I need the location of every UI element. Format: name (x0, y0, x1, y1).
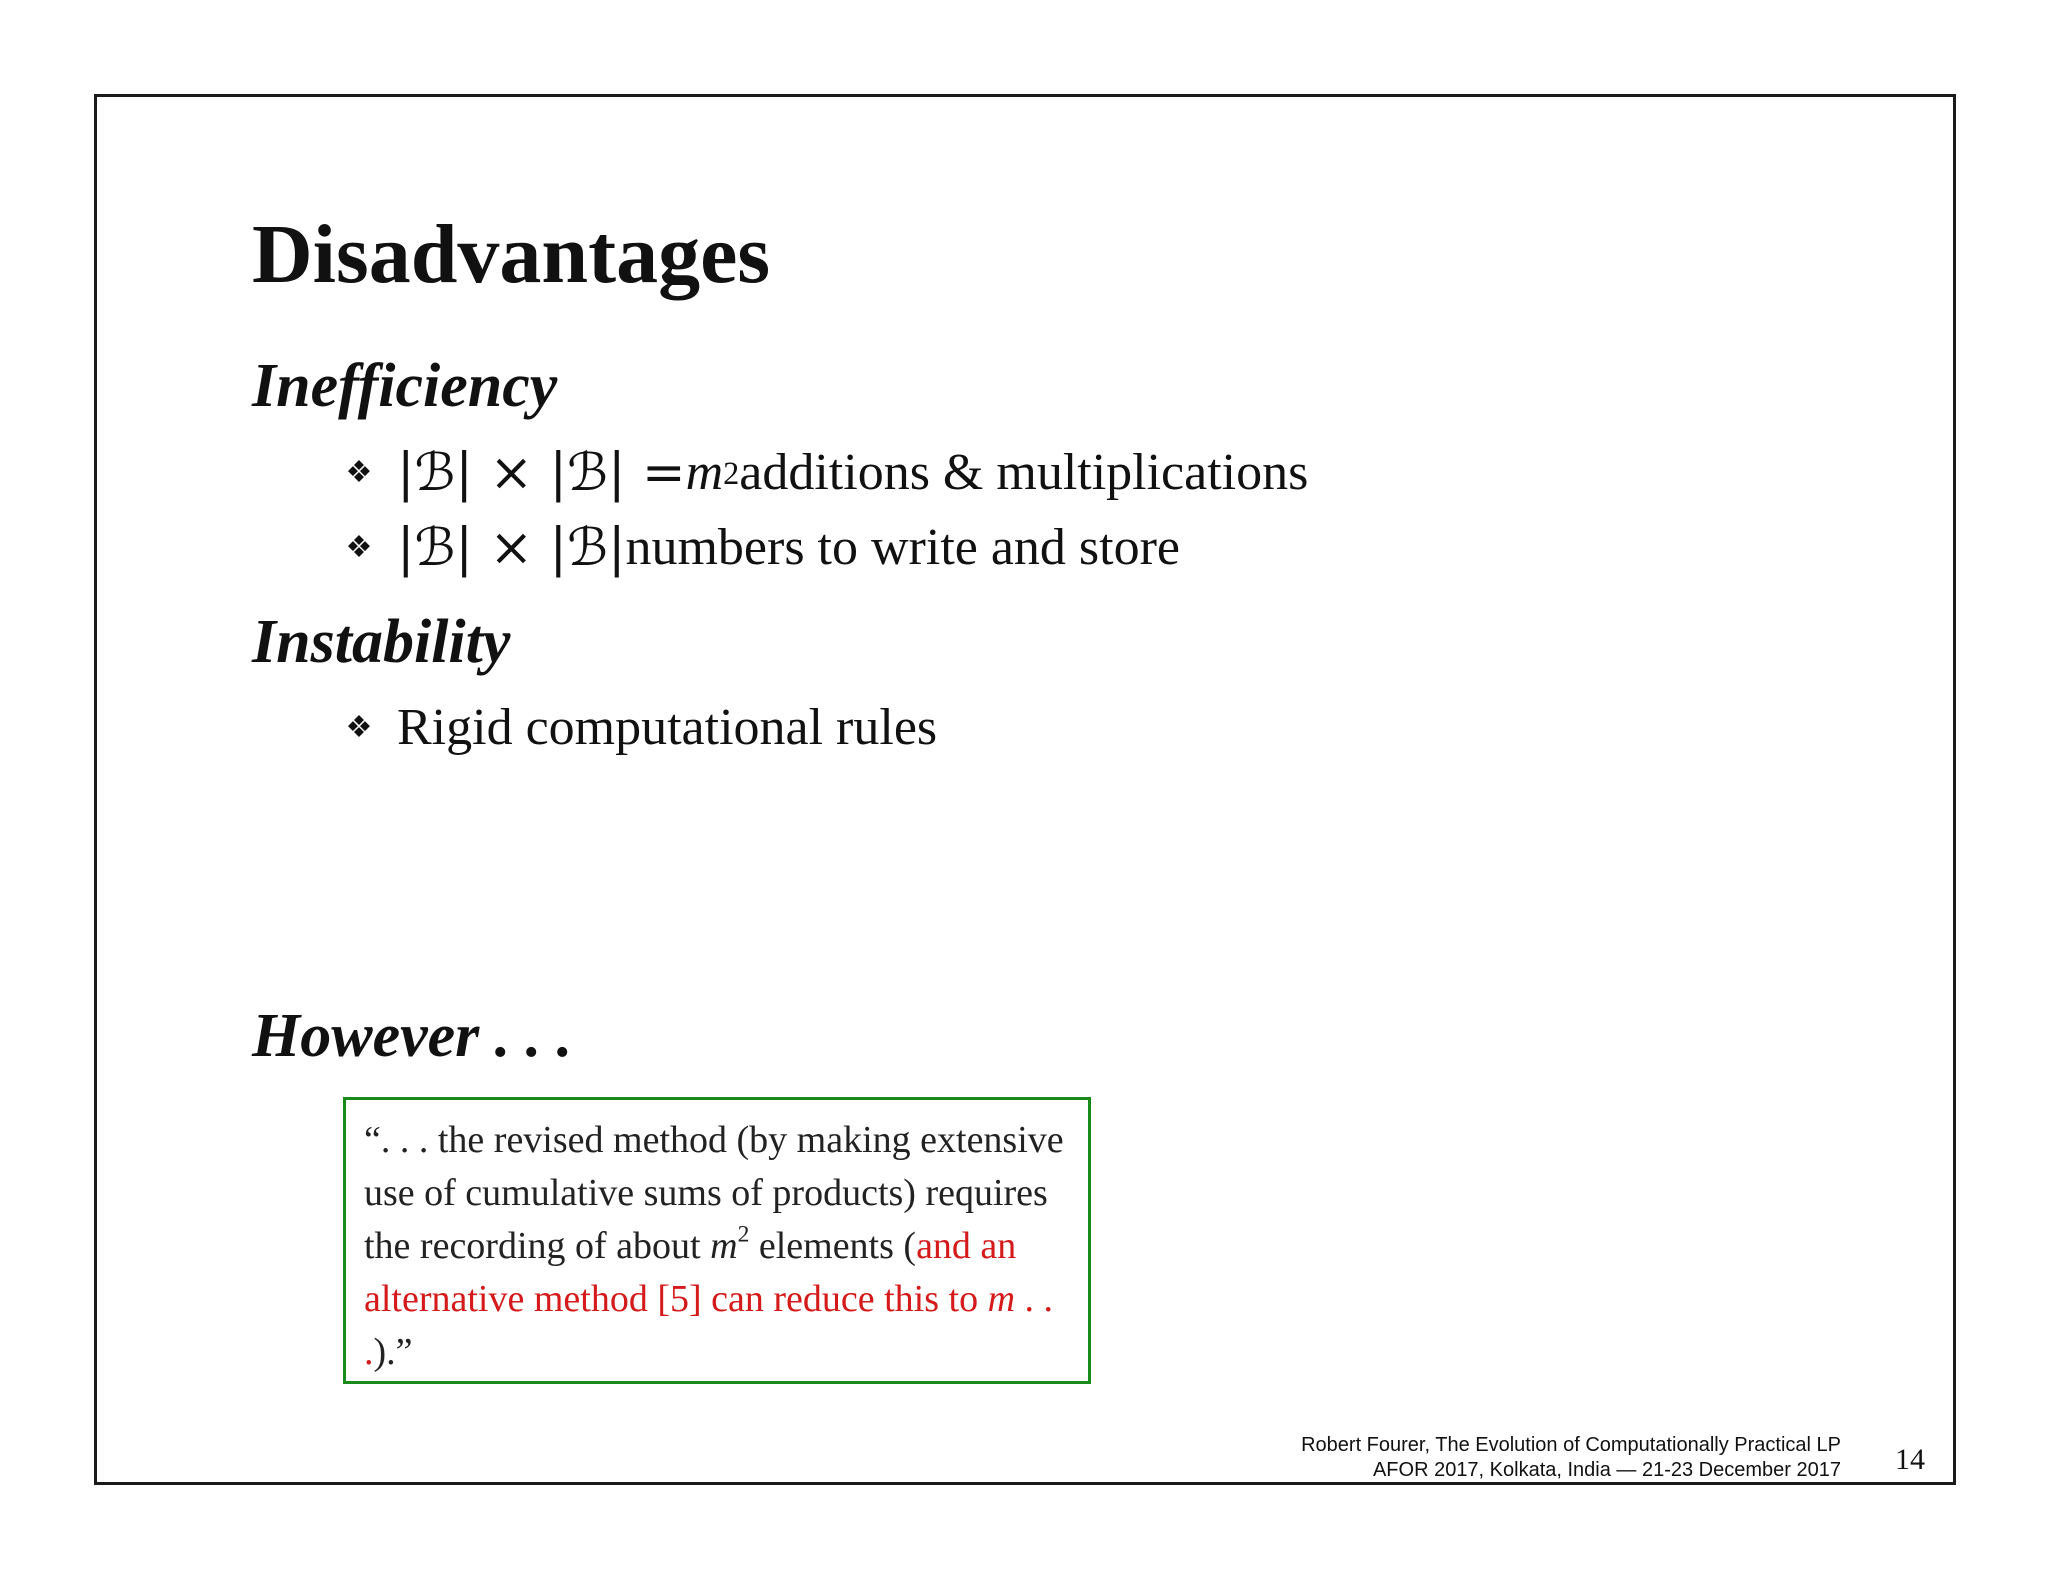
bullet-text: additions & multiplications (739, 444, 1309, 501)
bullet-diamond-icon: ❖ (345, 711, 373, 744)
page-number: 14 (1895, 1443, 1925, 1476)
math-basis-product: |ℬ| × |ℬ| (397, 518, 626, 578)
bullet-text: numbers to write and store (625, 519, 1180, 576)
slide-footer (1301, 1433, 1841, 1483)
quote-highlight: and an alternative method [5] can reduce this to (364, 1225, 1017, 1320)
bullet-item (343, 518, 1180, 578)
quote-text (364, 1114, 1070, 1379)
quote-superscript: 2 (737, 1221, 750, 1248)
quote-box (343, 1097, 1091, 1384)
bullet-item: ❖ |ℬ| × |ℬ| = m 2 additions & multiplications (343, 447, 1308, 499)
bullet-diamond-icon: ❖ (345, 531, 373, 564)
quote-highlight: . . . (364, 1278, 1054, 1373)
footer-line-author: Robert Fourer, The Evolution of Computationally Practical LP (1301, 1434, 1841, 1456)
quote-math-variable: m (710, 1225, 738, 1267)
section-heading-however: However . . . (252, 1002, 573, 1070)
quote-part: elements ( (749, 1225, 917, 1267)
slide (94, 94, 1956, 1485)
math-variable: m (685, 444, 724, 501)
bullet-item (343, 699, 938, 756)
slide-title: Disadvantages (252, 208, 771, 301)
quote-end: ).” (373, 1331, 413, 1373)
footer-line-event: AFOR 2017, Kolkata, India — 21-23 December 2017 (1372, 1459, 1841, 1481)
quote-part: “. . . the revised method (by making extensive use of cumulative sums of products) requires the recording of about (364, 1119, 1064, 1267)
section-heading-inefficiency: Inefficiency (252, 352, 558, 420)
bullet-diamond-icon: ❖ (345, 456, 373, 489)
section-heading-instability: Instability (252, 608, 511, 676)
math-basis-product: |ℬ| × |ℬ| = (397, 443, 686, 503)
quote-highlight-variable: m (987, 1278, 1016, 1320)
bullet-text: Rigid computational rules (397, 699, 938, 756)
